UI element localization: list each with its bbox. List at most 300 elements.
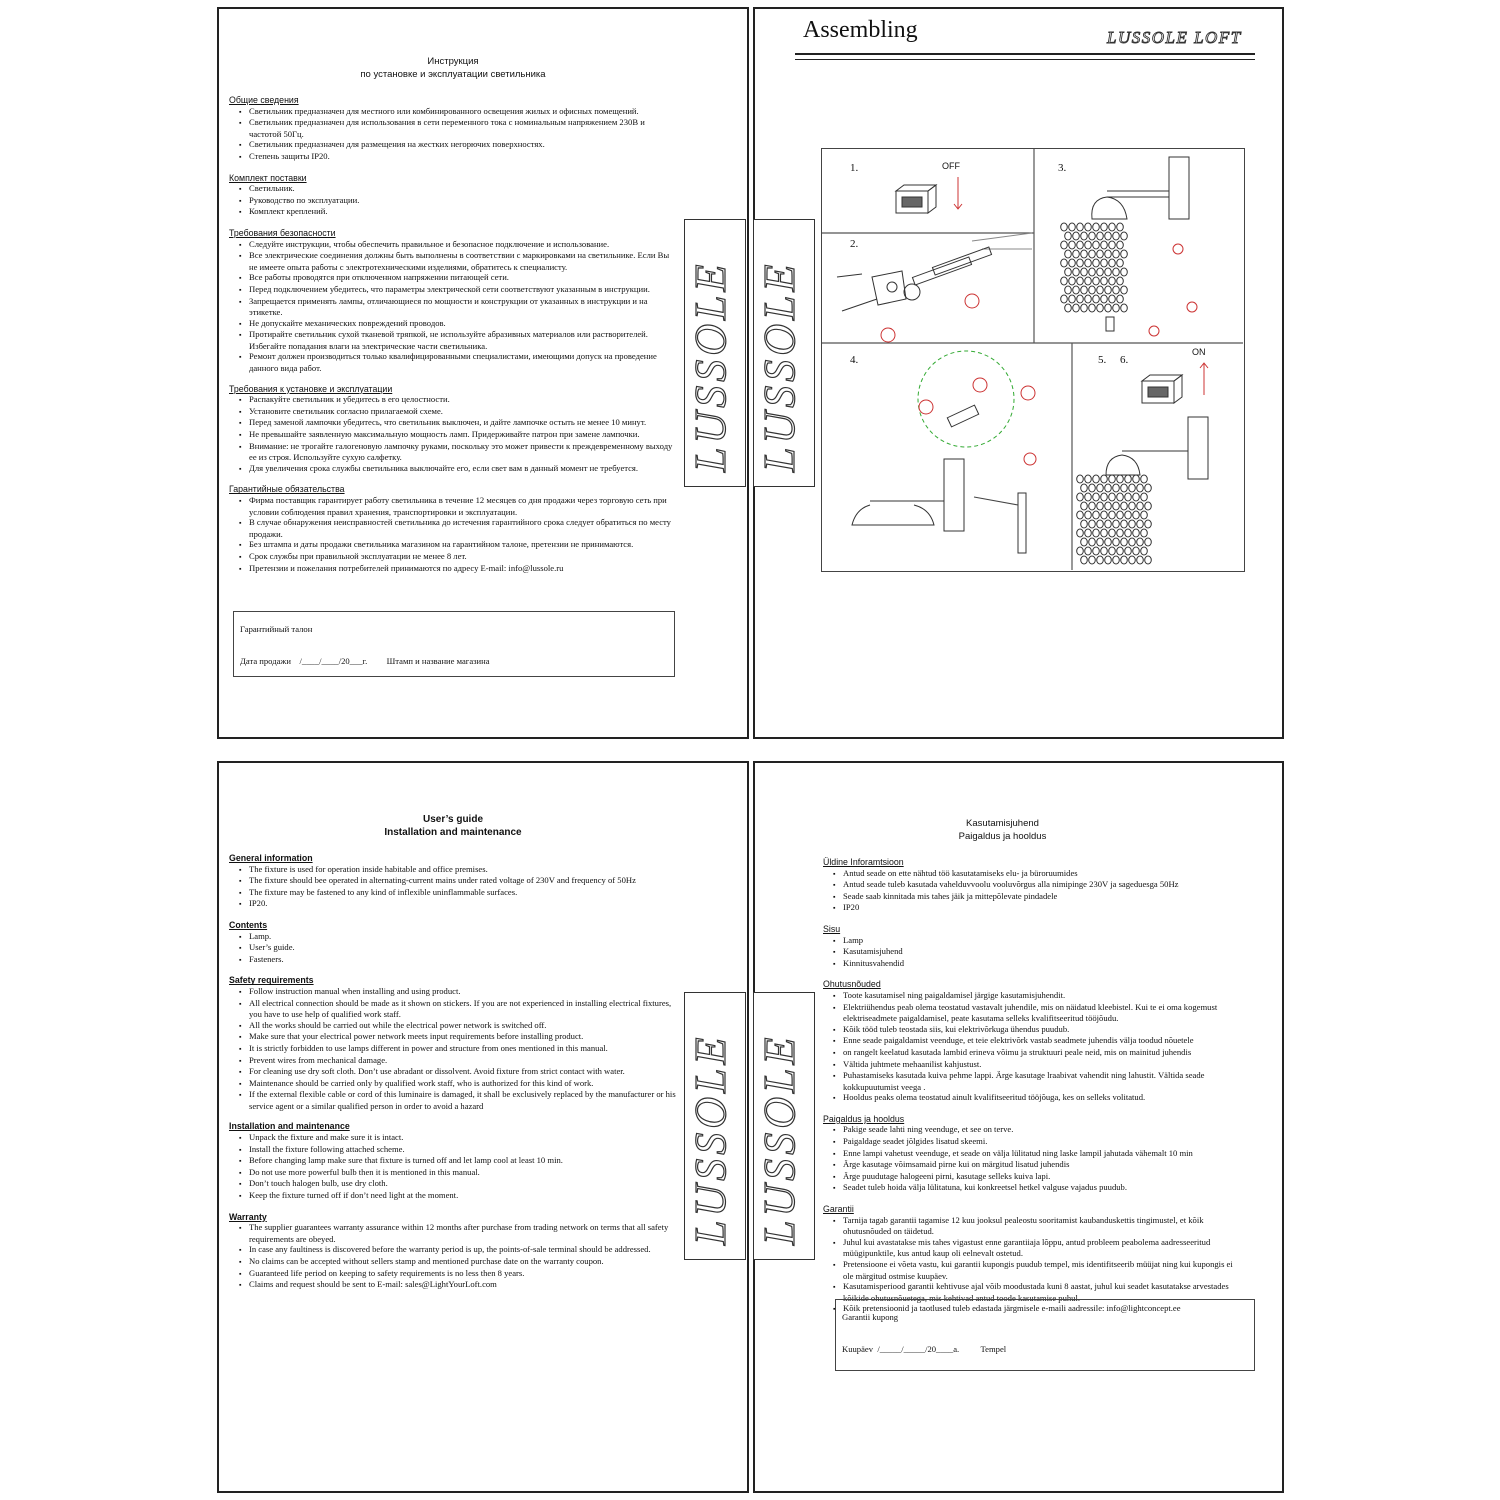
crystal-drop: [1121, 556, 1128, 564]
list-item: ▪ В случае обнаружения неисправностей светильника до истечения гарантийного срока следует обратиться по месту продажи.: [239, 517, 677, 539]
crystal-drop: [1113, 484, 1120, 492]
lamp-step-3-icon: [1061, 157, 1197, 336]
et-sections: [823, 857, 1242, 1315]
crystal-drop: [1065, 268, 1072, 276]
list-item: ▪ Unpack the fixture and make sure it is intact.: [239, 1132, 677, 1144]
list-item: ▪ Степень защиты IP20.: [239, 151, 677, 163]
crystal-drop: [1121, 484, 1128, 492]
crystal-drop: [1089, 304, 1096, 312]
crystal-drop: [1093, 241, 1100, 249]
crystal-drop: [1109, 259, 1116, 267]
crystal-drop: [1077, 547, 1084, 555]
list-item: ▪ Не допускайте механических повреждений проводов.: [239, 318, 677, 330]
section-heading: General information: [229, 853, 313, 863]
list-item: ▪ Ärge kasutage võimsamaid pirne kui on märgitud lisatud juhendis: [833, 1159, 1242, 1171]
title-rule-thin: [795, 59, 1255, 60]
list-item: ▪ Все работы проводятся при отключенном напряжении питающей сети.: [239, 272, 677, 284]
lussole-strip-bottom-left: [684, 992, 746, 1260]
crystal-drop: [1069, 295, 1076, 303]
list-item: ▪ Lamp.: [239, 931, 677, 943]
crystal-drop: [1117, 529, 1124, 537]
crystal-drop: [1093, 277, 1100, 285]
bullet-list: [229, 239, 677, 374]
crystal-drop: [1089, 268, 1096, 276]
crystal-drop: [1141, 511, 1148, 519]
crystal-drop: [1065, 304, 1072, 312]
crystal-drop: [1145, 502, 1152, 510]
section: [823, 857, 1242, 914]
lussole-logo-strip: [754, 993, 814, 1259]
crystal-drop: [1097, 232, 1104, 240]
crystal-lamp-step-6-icon: [1077, 475, 1152, 564]
ru-sections: [229, 95, 677, 574]
crystal-drop: [1133, 547, 1140, 555]
list-item: ▪ on rangelt keelatud kasutada lambid erineva võimu ja struktuuri peale neid, mis on mainitud juhendis: [833, 1047, 1242, 1059]
crystal-drop: [1133, 511, 1140, 519]
section: [229, 853, 677, 910]
crystal-drop: [1065, 232, 1072, 240]
list-item: ▪ Перед заменой лампочки убедитесь, что светильник выключен, и дайте лампочке остыть не менее 10 минут.: [239, 417, 677, 429]
crystal-drop: [1085, 241, 1092, 249]
crystal-drop: [1145, 538, 1152, 546]
wiring-icon: [852, 351, 1036, 553]
step-5-label: 5.: [1098, 354, 1107, 366]
step-6-label: 6.: [1120, 354, 1129, 366]
section: [823, 924, 1242, 969]
list-item: ▪ Paigaldage seadet jõlgides lisatud skeemi.: [833, 1136, 1242, 1148]
crystal-drop: [1101, 223, 1108, 231]
crystal-drop: [1109, 529, 1116, 537]
crystal-drop: [1105, 484, 1112, 492]
list-item: ▪ If the external flexible cable or cord of this luminaire is damaged, it shall be exclusively replaced by the manufacturer or his service agent or a similar qualified person in order to avoid a hazard: [239, 1089, 677, 1111]
crystal-drop: [1061, 223, 1068, 231]
step-4-label: 4.: [850, 354, 859, 366]
section-heading: Contents: [229, 919, 268, 930]
crystal-drop: [1121, 304, 1128, 312]
list-item: ▪ Pretensioone ei võeta vastu, kui garantii kupongis puudub tempel, mis identifitseerib müüjat ning kui kupongis ei ole märgitud ostmise kuupäev.: [833, 1259, 1242, 1281]
section-heading: Garantii: [823, 1204, 854, 1215]
crystal-drop: [1077, 295, 1084, 303]
list-item: ▪ IP20.: [239, 898, 677, 910]
section: [229, 228, 677, 374]
crystal-drop: [1081, 268, 1088, 276]
crystal-drop: [1129, 520, 1136, 528]
ru-coupon-title: Гарантийный талон: [240, 624, 313, 634]
page-assembling: [753, 7, 1284, 739]
title-rule: [795, 53, 1255, 55]
ru-warranty-coupon: [233, 611, 675, 677]
list-item: ▪ Светильник предназначен для размещения на жестких негорючих поверхностях.: [239, 139, 677, 151]
step-1-label: 1.: [850, 162, 859, 174]
section-heading: Гарантийные обязательства: [229, 484, 345, 495]
list-item: ▪ Before changing lamp make sure that fixture is turned off and let lamp cool at least 10 min.: [239, 1155, 677, 1167]
crystal-drop: [1085, 511, 1092, 519]
list-item: ▪ Juhul kui avastatakse mis tahes vigastust enne garantiiaja lõppu, antud probleem peabolema aadresseeritud müügipunktile, kus antud kaup oli eelnevalt ostetud.: [833, 1237, 1242, 1259]
crystal-drop: [1105, 520, 1112, 528]
crystal-drop: [1117, 475, 1124, 483]
crystal-drop: [1085, 547, 1092, 555]
crystal-drop: [1065, 286, 1072, 294]
crystal-drop: [1113, 538, 1120, 546]
crystal-drop: [1101, 529, 1108, 537]
list-item: ▪ Светильник.: [239, 183, 677, 195]
section: [229, 920, 677, 965]
list-item: ▪ The fixture may be fastened to any kind of inflexible uninflammable surfaces.: [239, 887, 677, 899]
crystal-drop: [1085, 529, 1092, 537]
list-item: ▪ Ärge puudutage halogeeni pirni, kasutage selleks kuiva lapi.: [833, 1171, 1242, 1183]
bullet-list: [229, 1222, 677, 1291]
bullet-list: [823, 990, 1242, 1104]
list-item: ▪ Светильник предназначен для использования в сети переменного тока с номинальным напряжением 230В и частотой 50Гц.: [239, 117, 677, 139]
crystal-drop: [1145, 556, 1152, 564]
crystal-drop: [1081, 484, 1088, 492]
crystal-lamp-icon: [1061, 223, 1128, 312]
list-item: ▪ Enne lampi vahetust veenduge, et seade on välja lülitatud ning laske lampil jahutada vähemalt 10 min: [833, 1148, 1242, 1160]
list-item: ▪ Seadet tuleb hoida välja lülitatuna, kui konkreetsel hetkel valguse vajadus puudub.: [833, 1182, 1242, 1194]
bullet-list: [823, 1124, 1242, 1194]
crystal-drop: [1073, 286, 1080, 294]
bullet-list: [823, 935, 1242, 970]
off-label: OFF: [942, 161, 960, 171]
assembly-diagram-svg: [822, 149, 1243, 570]
section: [229, 173, 677, 218]
crystal-drop: [1085, 295, 1092, 303]
crystal-drop: [1109, 493, 1116, 501]
list-item: ▪ Tarnija tagab garantii tagamise 12 kuu jooksul pealeostu sooritamist kaubanduskettis tingimustel, et kõik ohutusnõuded on täidetud.: [833, 1215, 1242, 1237]
et-coupon-title: Garantii kupong: [842, 1312, 899, 1322]
crystal-drop: [1089, 286, 1096, 294]
list-item: ▪ Фирма поставщик гарантирует работу светильника в течение 12 месяцев со дня продажи через торговую сеть при условии соблюдения правил хранения, транспортировки и эксплуатации.: [239, 495, 677, 517]
list-item: ▪ No claims can be accepted without sellers stamp and mentioned purchase date on the warranty coupon.: [239, 1256, 677, 1268]
crystal-drop: [1089, 484, 1096, 492]
crystal-drop: [1109, 475, 1116, 483]
crystal-drop: [1097, 250, 1104, 258]
list-item: ▪ Все электрические соединения должны быть выполнены в соответствии с маркировками на светильнике. Если Вы не имеете опыта работы с электротехническими изделиями, обратитесь к специалисту.: [239, 250, 677, 272]
list-item: ▪ Pakige seade lahti ning veenduge, et see on terve.: [833, 1124, 1242, 1136]
crystal-drop: [1077, 223, 1084, 231]
crystal-drop: [1101, 547, 1108, 555]
list-item: ▪ Lamp: [833, 935, 1242, 947]
list-item: ▪ Kinnitusvahendid: [833, 958, 1242, 970]
crystal-drop: [1117, 493, 1124, 501]
list-item: ▪ Make sure that your electrical power network meets input requirements before installing product.: [239, 1031, 677, 1043]
svg-text:LUSSOLE: LUSSOLE: [686, 1033, 735, 1245]
list-item: ▪ Hooldus peaks olema teostatud ainult kvalifitseeritud tööjõuga, kes on selleks volitatud.: [833, 1092, 1242, 1104]
list-item: ▪ Vältida juhtmete mehaanilist kahjustust.: [833, 1059, 1242, 1071]
list-item: ▪ Распакуйте светильник и убедитесь в его целостности.: [239, 394, 677, 406]
section-heading: Требования безопасности: [229, 227, 336, 238]
en-sections: [229, 853, 677, 1291]
list-item: ▪ User’s guide.: [239, 942, 677, 954]
list-item: ▪ Claims and request should be sent to E-mail: sales@LightYourLoft.com: [239, 1279, 677, 1291]
crystal-drop: [1089, 520, 1096, 528]
crystal-drop: [1125, 511, 1132, 519]
bullet-list: [229, 864, 677, 910]
crystal-drop: [1129, 556, 1136, 564]
crystal-drop: [1137, 502, 1144, 510]
crystal-drop: [1137, 484, 1144, 492]
crystal-drop: [1141, 529, 1148, 537]
switch-box-off-icon: [896, 177, 962, 213]
crystal-drop: [1121, 268, 1128, 276]
list-item: ▪ It is strictly forbidden to use lamps different in power and structure from ones mentioned in this manual.: [239, 1043, 677, 1055]
bullet-list: [229, 183, 677, 218]
bullet-list: [229, 394, 677, 474]
section: [229, 484, 677, 574]
lussole-strip-top-left: [684, 219, 746, 487]
list-item: ▪ Kasutamisjuhend: [833, 946, 1242, 958]
crystal-drop: [1077, 529, 1084, 537]
crystal-drop: [1105, 304, 1112, 312]
crystal-drop: [1081, 286, 1088, 294]
section: [229, 384, 677, 475]
crystal-drop: [1093, 295, 1100, 303]
list-item: ▪ All the works should be carried out while the electrical power network is switched off.: [239, 1020, 677, 1032]
crystal-drop: [1133, 493, 1140, 501]
list-item: ▪ Срок службы при правильной эксплуатации не менее 8 лет.: [239, 551, 677, 563]
crystal-drop: [1125, 547, 1132, 555]
section: [229, 1121, 677, 1201]
crystal-drop: [1121, 502, 1128, 510]
crystal-drop: [1081, 502, 1088, 510]
crystal-drop: [1121, 250, 1128, 258]
crystal-drop: [1101, 475, 1108, 483]
list-item: ▪ Следуйте инструкции, чтобы обеспечить правильное и безопасное подключение и использование.: [239, 239, 677, 251]
crystal-drop: [1093, 547, 1100, 555]
crystal-drop: [1065, 250, 1072, 258]
list-item: ▪ Follow instruction manual when installing and using product.: [239, 986, 677, 998]
crystal-drop: [1121, 520, 1128, 528]
svg-text:LUSSOLE: LUSSOLE: [686, 260, 735, 472]
list-item: ▪ The fixture should bee operated in alternating-current mains under rated voltage of 230V and frequency of 50Hz: [239, 875, 677, 887]
crystal-drop: [1117, 241, 1124, 249]
switch-box-on-icon: [1077, 363, 1208, 564]
crystal-drop: [1109, 511, 1116, 519]
list-item: ▪ Без штампа и даты продажи светильника магазином на гарантийном талоне, претензии не принимаются.: [239, 539, 677, 551]
crystal-drop: [1125, 475, 1132, 483]
list-item: ▪ Внимание: не трогайте галогеновую лампочку руками, поскольку это может привести к преждевременному выходу ее из строя. Используйте сухую салфетку.: [239, 441, 677, 463]
bullet-list: [229, 986, 677, 1112]
bullet-list: [229, 931, 677, 966]
lussole-loft-logo: [1105, 25, 1265, 49]
crystal-drop: [1105, 268, 1112, 276]
crystal-drop: [1085, 493, 1092, 501]
list-item: ▪ Prevent wires from mechanical damage.: [239, 1055, 677, 1067]
ru-text: [229, 55, 677, 574]
logo-text: LUSSOLE LOFT: [1107, 28, 1242, 47]
crystal-drop: [1101, 259, 1108, 267]
list-item: ▪ Fasteners.: [239, 954, 677, 966]
crystal-drop: [1101, 277, 1108, 285]
crystal-drop: [1081, 304, 1088, 312]
crystal-drop: [1069, 223, 1076, 231]
lussole-logo-strip: [685, 220, 745, 486]
page-english-guide: [217, 761, 749, 1493]
crystal-drop: [1125, 529, 1132, 537]
list-item: ▪ Antud seade tuleb kasutada vahelduvvoolu vooluvõrgus alla nimipinge 230V ja sageduesga 50Hz: [833, 879, 1242, 891]
lussole-strip-top-right: [753, 219, 815, 487]
crystal-drop: [1113, 286, 1120, 294]
list-item: ▪ Для увеличения срока службы светильника выключайте его, если свет вам в данный момент не требуется.: [239, 463, 677, 475]
crystal-drop: [1085, 259, 1092, 267]
crystal-drop: [1097, 484, 1104, 492]
list-item: ▪ Протирайте светильник сухой тканевой тряпкой, не используйте абразивных материалов или растворителей. Избегайте попадания влаги на электрические части светильника.: [239, 329, 677, 351]
section-heading: Paigaldus ja hooldus: [823, 1113, 905, 1124]
crystal-drop: [1141, 475, 1148, 483]
et-text: [823, 817, 1242, 1315]
crystal-drop: [1141, 493, 1148, 501]
crystal-drop: [1093, 259, 1100, 267]
list-item: ▪ Toote kasutamisel ning paigaldamisel järgige kasutamisjuhendit.: [833, 990, 1242, 1002]
section: [823, 1114, 1242, 1194]
crystal-drop: [1069, 241, 1076, 249]
crystal-drop: [1121, 232, 1128, 240]
list-item: ▪ All electrical connection should be made as it shown on stickers. If you are not experienced in installing electrical fixtures, you have to use help of qualified work staff.: [239, 998, 677, 1020]
list-item: ▪ Antud seade on ette nähtud töö kasutatamiseks elu- ja büroruumides: [833, 868, 1242, 880]
list-item: ▪ Руководство по эксплуатации.: [239, 195, 677, 207]
list-item: ▪ Guaranteed life period on keeping to safety requirements is no less then 8 years.: [239, 1268, 677, 1280]
crystal-drop: [1089, 538, 1096, 546]
crystal-drop: [1073, 250, 1080, 258]
crystal-drop: [1097, 520, 1104, 528]
crystal-drop: [1117, 277, 1124, 285]
crystal-drop: [1117, 259, 1124, 267]
crystal-drop: [1097, 304, 1104, 312]
crystal-drop: [1089, 502, 1096, 510]
crystal-drop: [1081, 556, 1088, 564]
crystal-drop: [1073, 268, 1080, 276]
section-heading: Sisu: [823, 923, 841, 934]
lussole-strip-bottom-right: [753, 992, 815, 1260]
svg-text:LUSSOLE: LUSSOLE: [755, 1033, 804, 1245]
list-item: ▪ Elektriühendus peab olema teostatud vastavalt juhendile, mis on näidatud kleebistel. Kui te ei oma kogemust elektriseadmete paigaldamisel, peate kasutama selleks kvalifitseeritud tööjõudu.: [833, 1002, 1242, 1024]
crystal-drop: [1145, 520, 1152, 528]
crystal-drop: [1109, 277, 1116, 285]
crystal-drop: [1125, 493, 1132, 501]
lussole-logo-strip: [685, 993, 745, 1259]
crystal-drop: [1109, 295, 1116, 303]
list-item: ▪ Seade saab kinnitada mis tahes jäik ja mittepõlevate pindadele: [833, 891, 1242, 903]
list-item: ▪ Перед подключением убедитесь, что параметры электрической сети соответствуют указанным в инструкции.: [239, 284, 677, 296]
crystal-drop: [1117, 223, 1124, 231]
list-item: ▪ Ремонт должен производиться только квалифицированными специалистами, имеющими допуск на проведение данного вида работ.: [239, 351, 677, 373]
crystal-drop: [1113, 304, 1120, 312]
list-item: ▪ IP20: [833, 902, 1242, 914]
lussole-logo-strip: [754, 220, 814, 486]
crystal-drop: [1113, 520, 1120, 528]
crystal-drop: [1113, 502, 1120, 510]
crystal-drop: [1105, 232, 1112, 240]
crystal-drop: [1101, 295, 1108, 303]
svg-text:LUSSOLE: LUSSOLE: [755, 260, 804, 472]
crystal-drop: [1097, 268, 1104, 276]
crystal-drop: [1081, 520, 1088, 528]
crystal-drop: [1077, 511, 1084, 519]
list-item: ▪ Do not use more powerful bulb then it is mentioned in this manual.: [239, 1167, 677, 1179]
crystal-drop: [1069, 277, 1076, 285]
crystal-drop: [1105, 556, 1112, 564]
en-title: User’s guide Installation and maintenance: [384, 814, 522, 838]
crystal-drop: [1137, 520, 1144, 528]
crystal-drop: [1105, 286, 1112, 294]
crystal-drop: [1129, 538, 1136, 546]
crystal-drop: [1101, 493, 1108, 501]
assembly-diagram: [821, 148, 1245, 572]
crystal-drop: [1117, 295, 1124, 303]
list-item: ▪ Puhastamiseks kasutada kuiva pehme lappi. Ärge kasutage lraabivat vahendit ning lahustit. Vältida seade kokkupuutumist veega .: [833, 1070, 1242, 1092]
crystal-drop: [1077, 277, 1084, 285]
crystal-drop: [1093, 493, 1100, 501]
list-item: ▪ Enne seade paigaldamist veenduge, et teie elektrivõrk vastab seadmete juhendis välja toodud nõuetele: [833, 1035, 1242, 1047]
list-item: ▪ Запрещается применять лампы, отличающиеся по мощности и конструкции от указанных в инструкции и на этикетке.: [239, 296, 677, 318]
list-item: ▪ In case any faultiness is discovered before the warranty period is up, the points-of-sale terminal should be addressed.: [239, 1244, 677, 1256]
crystal-drop: [1061, 295, 1068, 303]
step-3-label: 3.: [1058, 162, 1067, 174]
section-heading: Safety requirements: [229, 975, 314, 986]
bracket-screws-icon: [837, 233, 1032, 342]
list-item: ▪ Комплект креплений.: [239, 206, 677, 218]
list-item: ▪ The fixture is used for operation inside habitable and office premises.: [239, 864, 677, 876]
crystal-drop: [1097, 538, 1104, 546]
crystal-drop: [1113, 268, 1120, 276]
list-item: ▪ Maintenance should be carried only by qualified work staff, who is authorized for this kind of work.: [239, 1078, 677, 1090]
crystal-drop: [1097, 502, 1104, 510]
on-label: ON: [1192, 347, 1206, 357]
section: [229, 975, 677, 1111]
crystal-drop: [1085, 223, 1092, 231]
crystal-drop: [1105, 250, 1112, 258]
section-heading: Ohutusnõuded: [823, 979, 881, 990]
step-2-label: 2.: [850, 238, 859, 250]
crystal-drop: [1129, 484, 1136, 492]
crystal-drop: [1113, 250, 1120, 258]
crystal-drop: [1077, 259, 1084, 267]
et-title: Kasutamisjuhend Paigaldus ja hooldus: [958, 818, 1047, 842]
crystal-drop: [1105, 538, 1112, 546]
assembling-title: Assembling: [803, 17, 918, 43]
crystal-drop: [1133, 529, 1140, 537]
et-coupon-line: Kuupäev /_____/_____/20____a. Tempel: [842, 1344, 1007, 1354]
crystal-drop: [1069, 259, 1076, 267]
bullet-list: [229, 1132, 677, 1202]
bullet-list: [229, 106, 677, 163]
crystal-drop: [1085, 475, 1092, 483]
crystal-drop: [1077, 493, 1084, 501]
crystal-drop: [1121, 538, 1128, 546]
list-item: ▪ Kõik pretensioonid ja taotlused tuleb edastada järgmisele e-maili aadressile: info@lightconcept.ee: [833, 1303, 1242, 1315]
crystal-drop: [1137, 538, 1144, 546]
crystal-drop: [1133, 475, 1140, 483]
crystal-drop: [1109, 241, 1116, 249]
crystal-drop: [1117, 511, 1124, 519]
ru-coupon-line: Дата продажи /____/____/20___г. Штамп и название магазина: [240, 656, 490, 666]
list-item: ▪ Не превышайте заявленную максимальную мощность ламп. Придерживайте патрон при замене лампочки.: [239, 429, 677, 441]
crystal-drop: [1109, 223, 1116, 231]
crystal-drop: [1137, 556, 1144, 564]
list-item: ▪ Установите светильник согласно прилагаемой схеме.: [239, 406, 677, 418]
bullet-list: [823, 868, 1242, 914]
ru-title: Инструкция по установке и эксплуатации светильника: [360, 56, 546, 80]
crystal-drop: [1081, 250, 1088, 258]
section: [229, 1212, 677, 1291]
crystal-drop: [1093, 511, 1100, 519]
crystal-drop: [1085, 277, 1092, 285]
page-estonian-guide: [753, 761, 1284, 1493]
en-text: [229, 813, 677, 1291]
bullet-list: [229, 495, 677, 574]
crystal-drop: [1073, 232, 1080, 240]
crystal-drop: [1097, 556, 1104, 564]
